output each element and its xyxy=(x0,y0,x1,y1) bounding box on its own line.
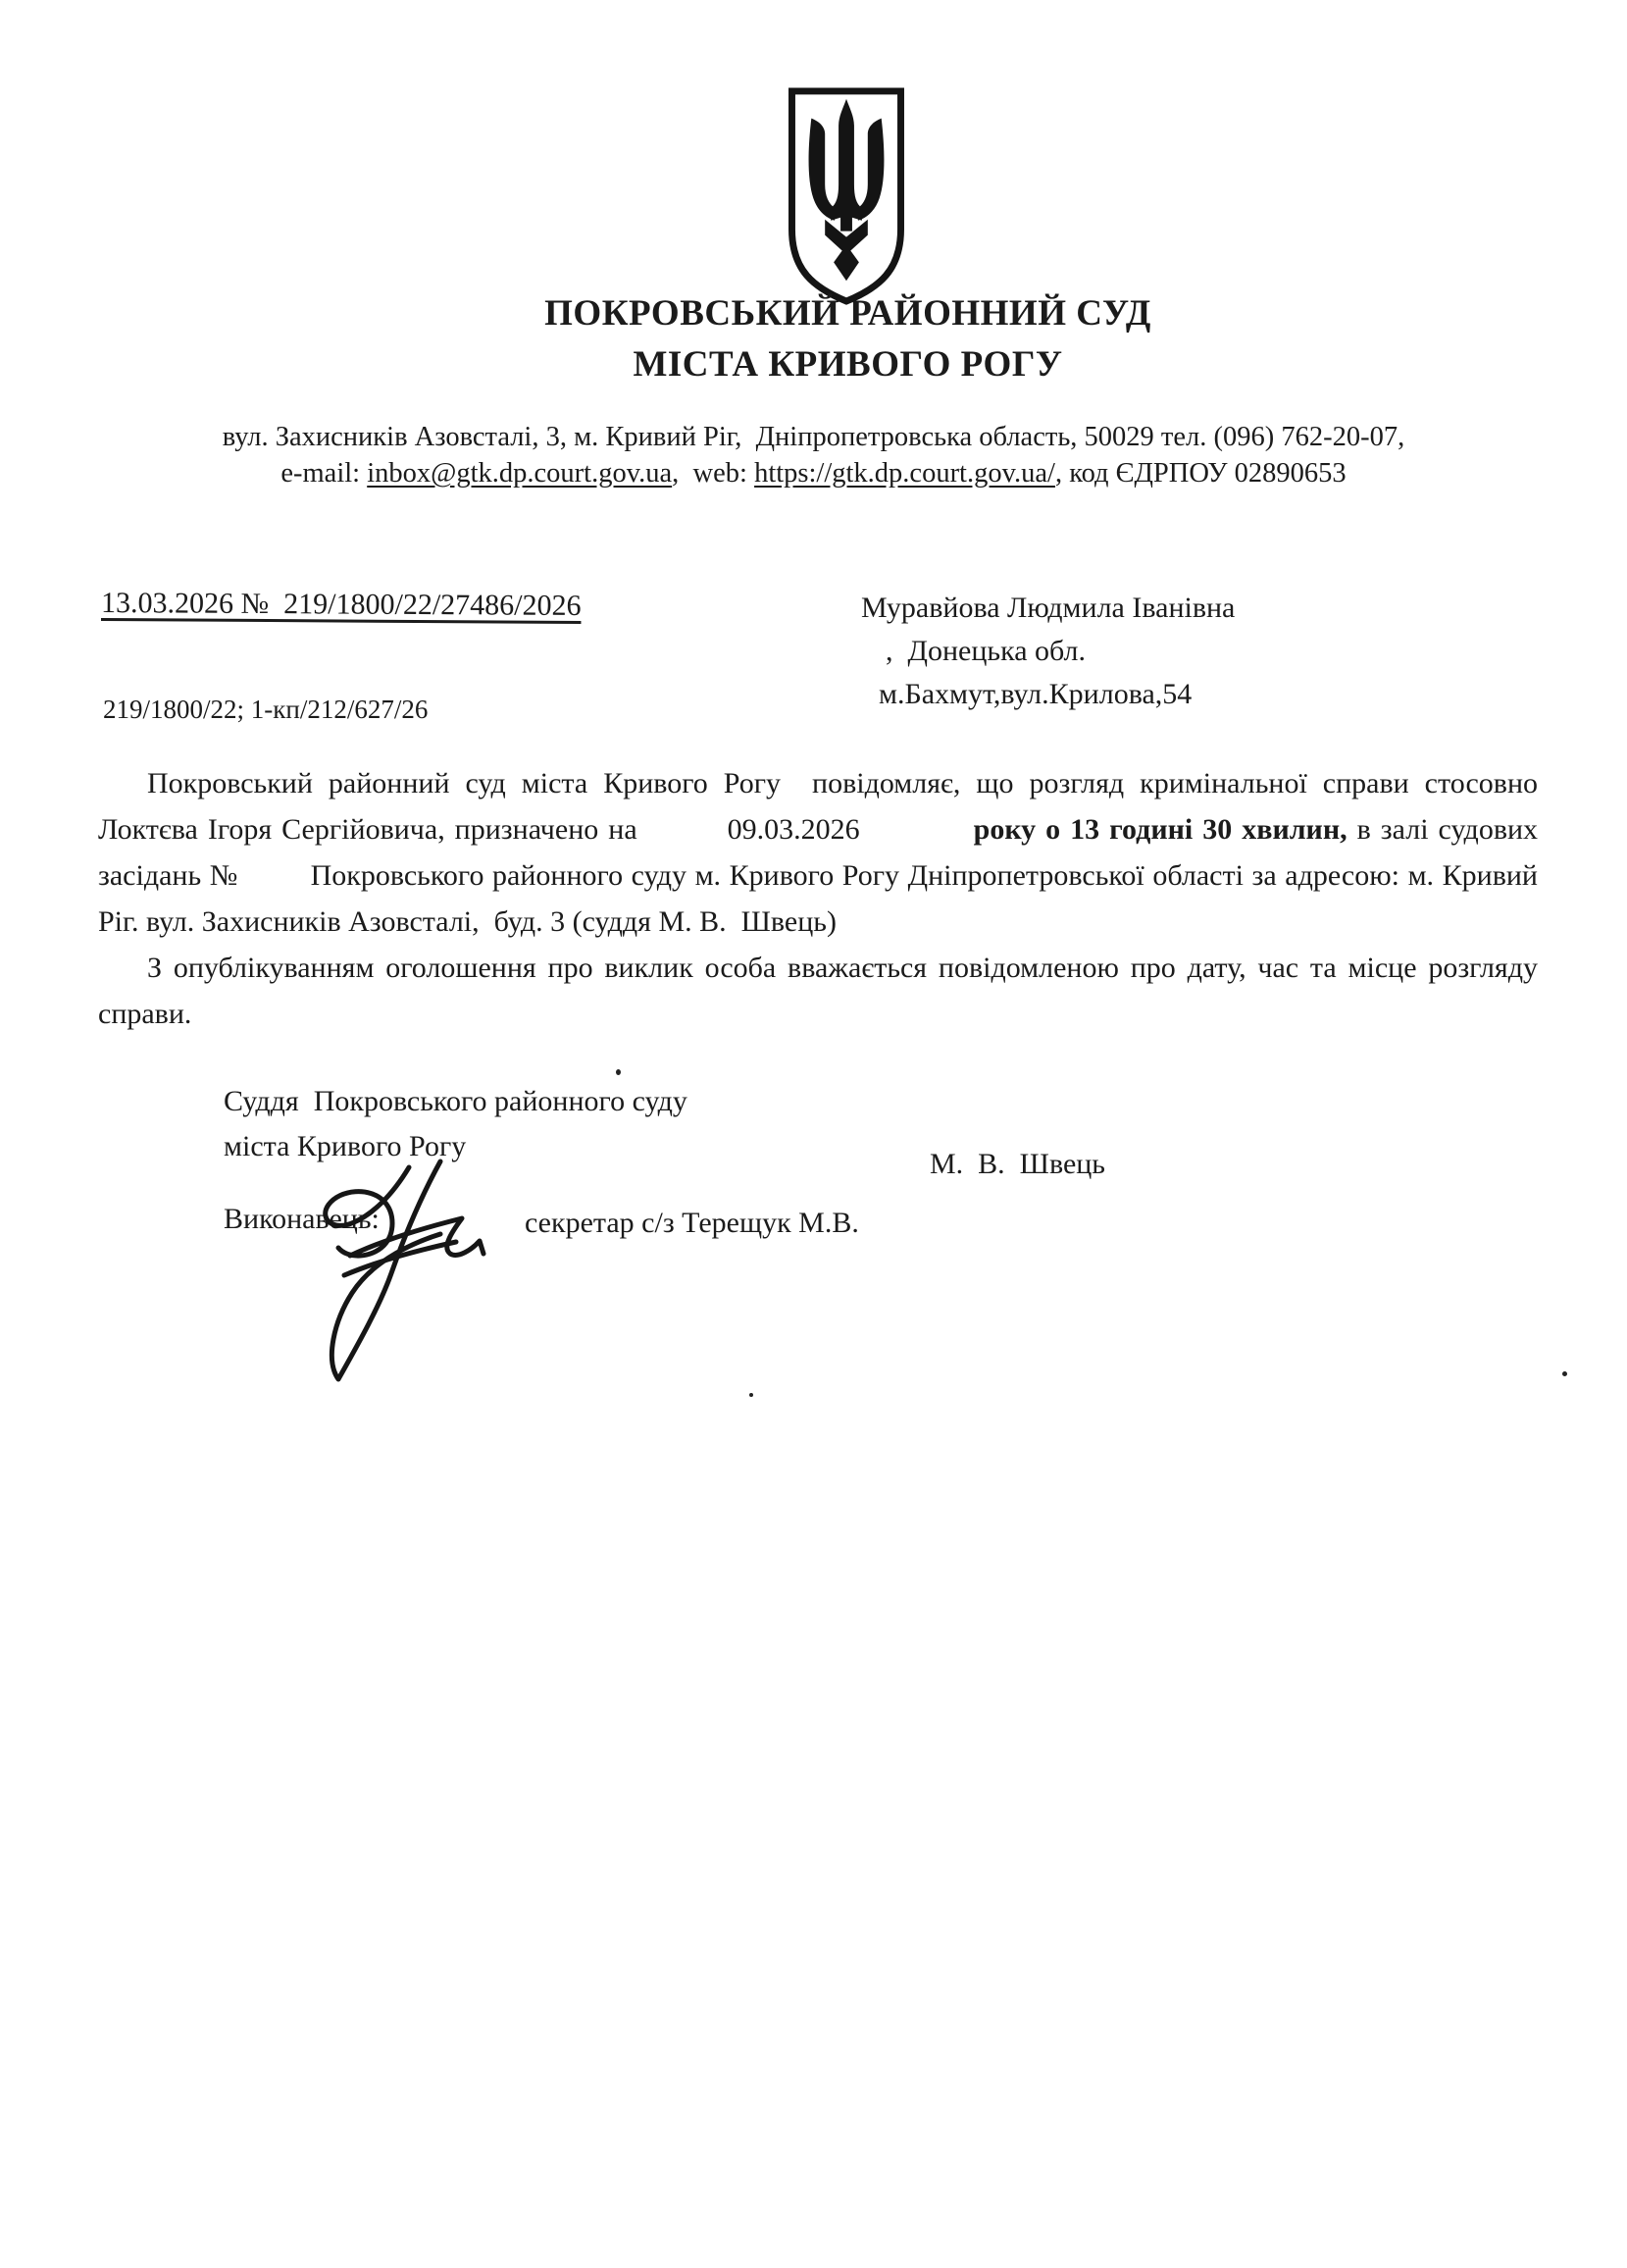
notice-paragraph-2: З опублікуванням оголошення про виклик особа вважається повідомленою про дату, час та місце розгляду справи. xyxy=(98,952,1538,1030)
p1-start: Покровський районний суд міста Кривого Рогу повідомляє, що розгляд кримінальної справи стосовно Локтєва Ігоря Сергійовича, призначено на xyxy=(98,767,1538,846)
addressee-region: , Донецька обл. xyxy=(886,635,1086,667)
outgoing-date-number: 13.03.2026 № 219/1800/22/27486/2026 xyxy=(101,587,582,622)
scan-speck xyxy=(749,1393,753,1397)
p1-end: Покровського районного суду м. Кривого Рогу Дніпропетровської області за адресою: м. Кривий Ріг. вул. Захисників Азовсталі, буд. 3 (суддя М. В. Швець) xyxy=(98,859,1538,938)
court-contacts-line xyxy=(0,458,1627,490)
executor-label: Виконавець: xyxy=(224,1203,380,1235)
web-value: https://gtk.dp.court.gov.ua/ xyxy=(754,458,1055,489)
scan-speck xyxy=(1562,1371,1567,1376)
secretary-name: секретар с/з Терещук М.В. xyxy=(525,1207,859,1239)
blank-gap xyxy=(647,838,718,839)
notice-paragraph-1 xyxy=(98,760,1538,945)
court-name-line2: МІСТА КРИВОГО РОГУ xyxy=(633,344,1063,385)
scan-speck xyxy=(616,1069,621,1075)
hearing-time-bold: року о 13 годині 30 хвилин, xyxy=(973,813,1347,846)
blank-gap xyxy=(870,838,964,839)
judge-title-line1: Суддя Покровського районного суду xyxy=(224,1085,687,1117)
addressee-street: м.Бахмут,вул.Крилова,54 xyxy=(879,678,1193,710)
case-numbers: 219/1800/22; 1-кп/212/627/26 xyxy=(103,695,429,724)
edrpou-code: , код ЄДРПОУ 02890653 xyxy=(1054,458,1347,489)
ukraine-trident-emblem-icon xyxy=(782,83,911,307)
court-name-line1: ПОКРОВСЬКИЙ РАЙОННИЙ СУД xyxy=(544,293,1151,334)
web-label: , web: xyxy=(672,458,755,489)
addressee-block xyxy=(861,587,1235,716)
hearing-date: 09.03.2026 xyxy=(727,813,860,846)
judge-title-line2: міста Кривого Рогу xyxy=(224,1130,467,1162)
judge-name: М. В. Швець xyxy=(930,1148,1105,1180)
p1-mid: в залі судових засідань № xyxy=(98,813,1539,892)
court-address-line: вул. Захисників Азовсталі, 3, м. Кривий Ріг, Дніпропетровська область, 50029 тел. (096) 762-20-07, xyxy=(222,422,1405,452)
notice-body xyxy=(98,760,1538,1037)
email-value: inbox@gtk.dp.court.gov.ua xyxy=(367,458,673,489)
email-label: e-mail: xyxy=(280,458,368,489)
addressee-name: Муравйова Людмила Іванівна xyxy=(861,592,1236,624)
blank-gap xyxy=(247,884,302,885)
handwritten-signature-icon xyxy=(292,1156,500,1391)
